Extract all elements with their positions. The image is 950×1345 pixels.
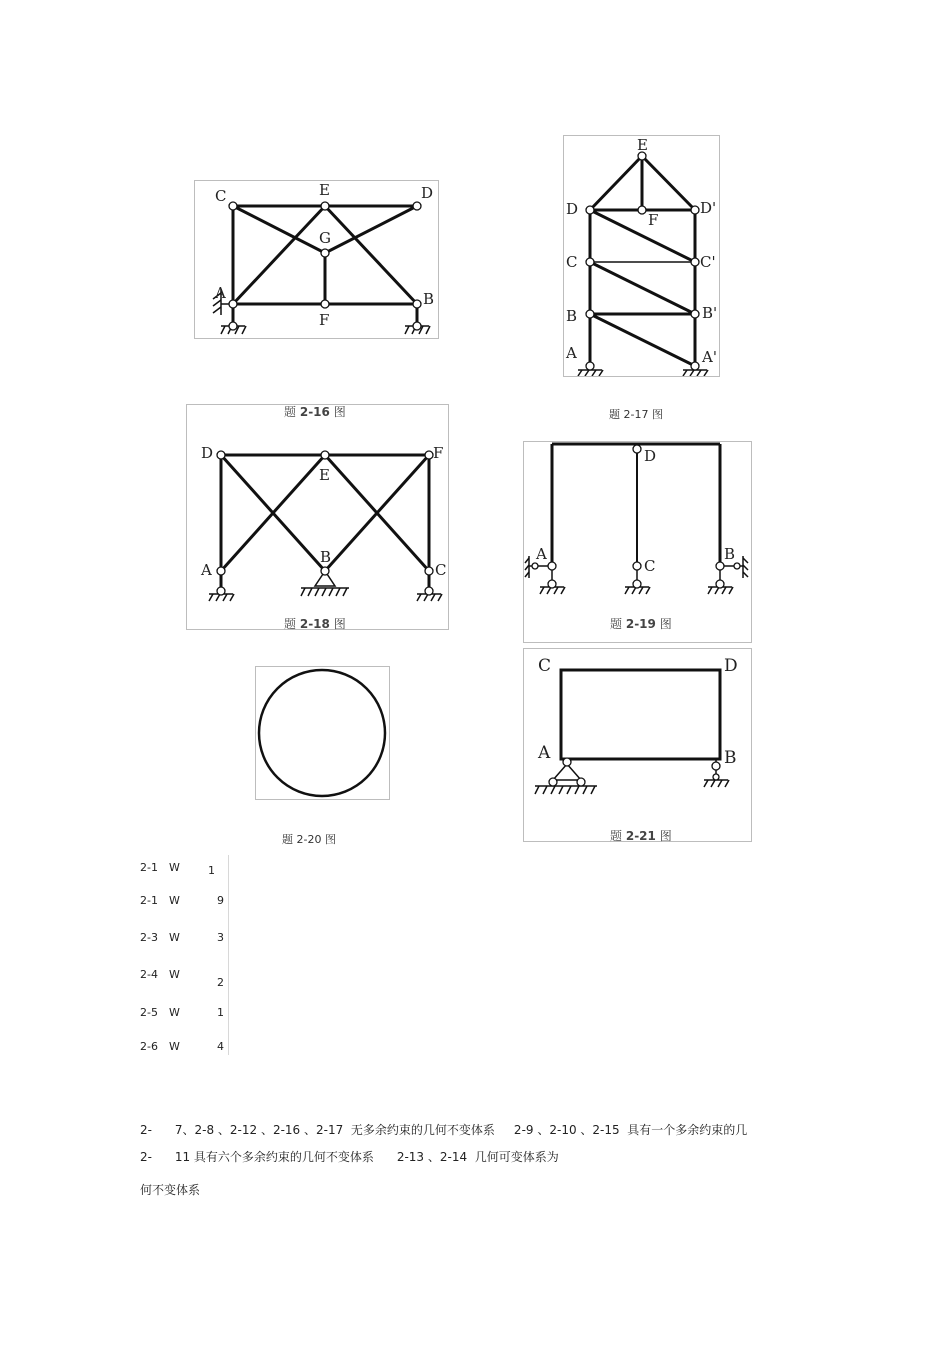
node-d bbox=[217, 451, 225, 459]
label-b: B bbox=[724, 545, 736, 563]
figure-2-17 bbox=[563, 135, 720, 377]
figure-2-19 bbox=[523, 441, 752, 643]
label-d: D bbox=[724, 656, 738, 676]
node-a bbox=[548, 562, 556, 570]
label-c: C bbox=[644, 557, 656, 575]
node-e bbox=[321, 451, 329, 459]
node-f bbox=[321, 300, 329, 308]
label-d: D bbox=[566, 200, 579, 218]
label-a-prime: A' bbox=[702, 348, 717, 366]
node-c bbox=[425, 567, 433, 575]
node-d-prime bbox=[691, 206, 699, 214]
label-b: B bbox=[566, 307, 578, 325]
node-f bbox=[638, 206, 646, 214]
label-d: D bbox=[201, 444, 214, 462]
frame-diagram-2-19 bbox=[524, 442, 751, 642]
answer-row: 2-6 W 4 bbox=[140, 1040, 224, 1053]
label-a: A bbox=[215, 284, 226, 302]
label-b: B bbox=[320, 548, 332, 566]
node-g bbox=[321, 249, 329, 257]
label-f: F bbox=[433, 444, 444, 462]
closed-ring bbox=[259, 670, 385, 796]
node-d bbox=[586, 206, 594, 214]
caption-2-18: 题 2-18 图 bbox=[284, 617, 346, 631]
label-g: G bbox=[319, 229, 331, 247]
label-c: C bbox=[435, 561, 446, 579]
figure-2-21 bbox=[523, 648, 752, 842]
node-d bbox=[633, 445, 641, 453]
answer-row: 2-3 W 3 bbox=[140, 931, 224, 944]
label-a: A bbox=[566, 344, 577, 362]
label-a: A bbox=[201, 561, 212, 579]
node-a bbox=[229, 300, 237, 308]
node-c-prime bbox=[691, 258, 699, 266]
label-a: A bbox=[536, 545, 547, 563]
caption-2-16: 题 2-16 图 bbox=[284, 405, 346, 419]
figure-2-16 bbox=[194, 180, 439, 339]
label-d: D bbox=[421, 184, 434, 202]
label-c: C bbox=[538, 656, 552, 676]
node-c bbox=[586, 258, 594, 266]
label-c: C bbox=[215, 187, 227, 205]
node-e bbox=[321, 202, 329, 210]
caption-2-21: 题 2-21 图 bbox=[610, 829, 672, 843]
label-b-prime: B' bbox=[702, 304, 718, 322]
node-d bbox=[413, 202, 421, 210]
label-e: E bbox=[319, 181, 330, 199]
node-c bbox=[633, 562, 641, 570]
node-f bbox=[425, 451, 433, 459]
node-b bbox=[321, 567, 329, 575]
figure-2-20 bbox=[255, 666, 390, 800]
label-b: B bbox=[423, 290, 435, 308]
label-c-prime: C' bbox=[700, 253, 716, 271]
node-b-prime bbox=[691, 310, 699, 318]
node-b bbox=[716, 562, 724, 570]
circle-diagram-2-20 bbox=[256, 667, 389, 799]
truss-diagram-2-17 bbox=[564, 136, 719, 376]
label-d-prime: D' bbox=[700, 199, 717, 217]
truss-diagram-2-18 bbox=[187, 434, 446, 610]
label-f: F bbox=[648, 211, 659, 229]
label-a: A bbox=[538, 743, 551, 763]
figure-2-18 bbox=[187, 434, 446, 610]
caption-2-17: 题 2-17 图 bbox=[609, 408, 663, 421]
node-b bbox=[413, 300, 421, 308]
closed-frame bbox=[561, 670, 720, 759]
answer-row: 2-4 W 2 bbox=[140, 968, 224, 989]
truss-diagram-2-16 bbox=[195, 181, 438, 338]
label-b: B bbox=[724, 748, 737, 768]
node-c bbox=[229, 202, 237, 210]
label-c: C bbox=[566, 253, 578, 271]
label-e: E bbox=[637, 136, 648, 154]
node-b bbox=[712, 762, 720, 770]
answer-row: 2-1 W 1 bbox=[140, 861, 215, 877]
label-e: E bbox=[319, 466, 330, 484]
caption-2-19: 题 2-19 图 bbox=[610, 617, 672, 631]
node-a bbox=[563, 758, 571, 766]
label-f: F bbox=[319, 311, 330, 329]
node-a bbox=[217, 567, 225, 575]
node-b bbox=[586, 310, 594, 318]
answer-row: 2-5 W 1 bbox=[140, 1006, 224, 1019]
frame-diagram-2-21 bbox=[524, 649, 751, 841]
classification-paragraph-1: 2- 7、2-8 、2-12 、2-16 、2-17 无多余约束的几何不变体系 2-9 、2-10 、2-15 具有一个多余约束的几 何不变体系 bbox=[140, 1123, 748, 1197]
caption-2-20: 题 2-20 图 bbox=[282, 833, 336, 846]
answer-table bbox=[140, 855, 229, 1055]
answer-row: 2-1 W 9 bbox=[140, 894, 224, 907]
classification-paragraph-2: 2- 11 具有六个多余约束的几何不变体系 2-13 、2-14 几何可变体系为 bbox=[140, 1150, 559, 1164]
label-d: D bbox=[644, 447, 657, 465]
